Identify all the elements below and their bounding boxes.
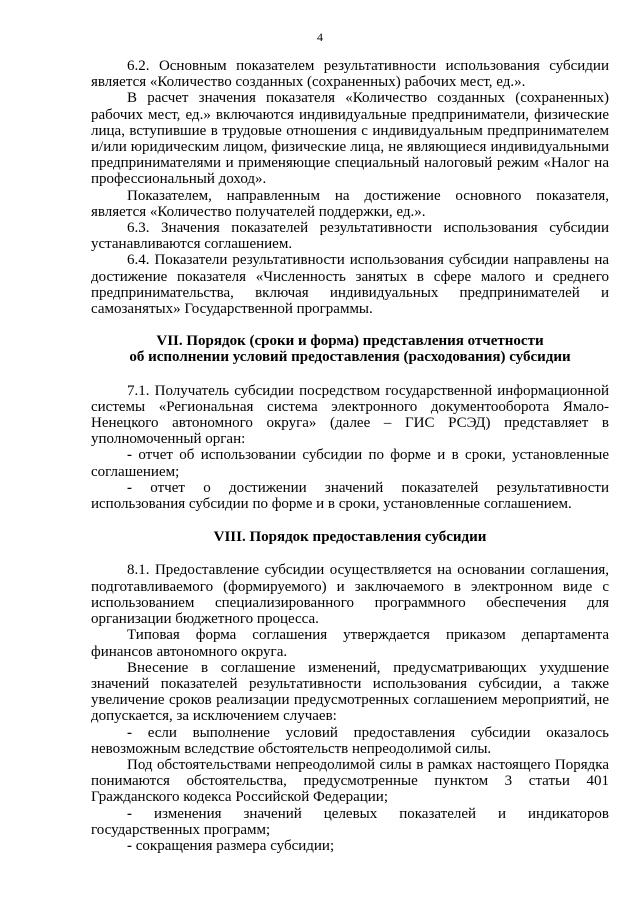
bullet-text: если выполнение условий предоставления субсидии оказалось невозможным вследствие обстоятельств непреодолимой силы. [91, 724, 609, 757]
section-7-heading-line2: об исполнении условий предоставления (расходования) субсидии [129, 349, 571, 366]
paragraph-7-1: 7.1. Получатель субсидии посредством государственной информационной системы «Региональная система электронного документооборота Ямало-Ненецкого автономного округа» (далее – ГИС РСЭД) представляет в уполномоченный орган: [91, 382, 609, 448]
paragraph-indicator-calc: В расчет значения показателя «Количество созданных (сохраненных) рабочих мест, ед.» включаются индивидуальные предприниматели, физические лица, вступившие в трудовые отношения с индивидуальным предпринимателем и/или юридическим лицом, физические лица, не являющиеся индивидуальными предпринимателями и применяющие специальный налоговый режим «Налог на профессиональный доход». [91, 90, 609, 188]
bullet-dash: - [127, 837, 132, 854]
bullet-item [91, 447, 609, 479]
bullet-text: отчет об использовании субсидии по форме и в сроки, установленные соглашением; [91, 447, 609, 480]
paragraph-6-4: 6.4. Показатели результативности использования субсидии направлены на достижение показателя «Численность занятых в сфере малого и среднего предпринимательства, включая индивидуальных предпринимателей и самозанятых» Государственной программы. [91, 252, 609, 318]
paragraph-agreement-changes: Внесение в соглашение изменений, предусматривающих ухудшение значений показателей результативности использования субсидии, а также увеличение сроков реализации предусмотренных соглашением мероприятий, не допускается, за исключением случаев: [91, 659, 609, 725]
bullet-dash: - [127, 724, 132, 741]
paragraph-secondary-indicator: Показателем, направленным на достижение основного показателя, является «Количество получателей поддержки, ед.». [91, 187, 609, 220]
paragraph-agreement-form: Типовая форма соглашения утверждается приказом департамента финансов автономного округа. [91, 627, 609, 660]
bullet-dash: - [127, 805, 132, 822]
bullet-text: сокращения размера субсидии; [135, 837, 335, 854]
section-7-heading-line1: VII. Порядок (сроки и форма) представления отчетности [156, 333, 544, 350]
section-8-heading: VIII. Порядок предоставления субсидии [213, 529, 487, 546]
bullet-dash: - [127, 479, 132, 496]
bullet-text: изменения значений целевых показателей и индикаторов государственных программ; [91, 805, 610, 838]
bullet-item [91, 838, 609, 854]
paragraph-8-1: 8.1. Предоставление субсидии осуществляется на основании соглашения, подготавливаемого (формируемого) и заключаемого в электронном виде с использованием специализированного программного обеспечения для организации бюджетного процесса. [91, 562, 609, 628]
page-number: 4 [317, 30, 323, 44]
document-body [91, 58, 609, 854]
paragraph-6-2: 6.2. Основным показателем результативности использования субсидии является «Количество созданных (сохраненных) рабочих мест, ед.». [91, 58, 609, 91]
bullet-item [91, 806, 609, 838]
section-7-heading [91, 333, 609, 365]
paragraph-force-majeure: Под обстоятельствами непреодолимой силы в рамках настоящего Порядка понимаются обстоятельства, предусмотренные пунктом 3 статьи 401 Гражданского кодекса Российской Федерации; [91, 756, 609, 806]
bullet-dash: - [127, 447, 132, 464]
paragraph-6-3: 6.3. Значения показателей результативности использования субсидии устанавливаются соглашением. [91, 220, 609, 253]
bullet-item [91, 725, 609, 757]
bullet-text: отчет о достижении значений показателей результативности использования субсидии по форме и в сроки, установленные соглашением. [91, 479, 609, 513]
bullet-item [91, 480, 609, 512]
